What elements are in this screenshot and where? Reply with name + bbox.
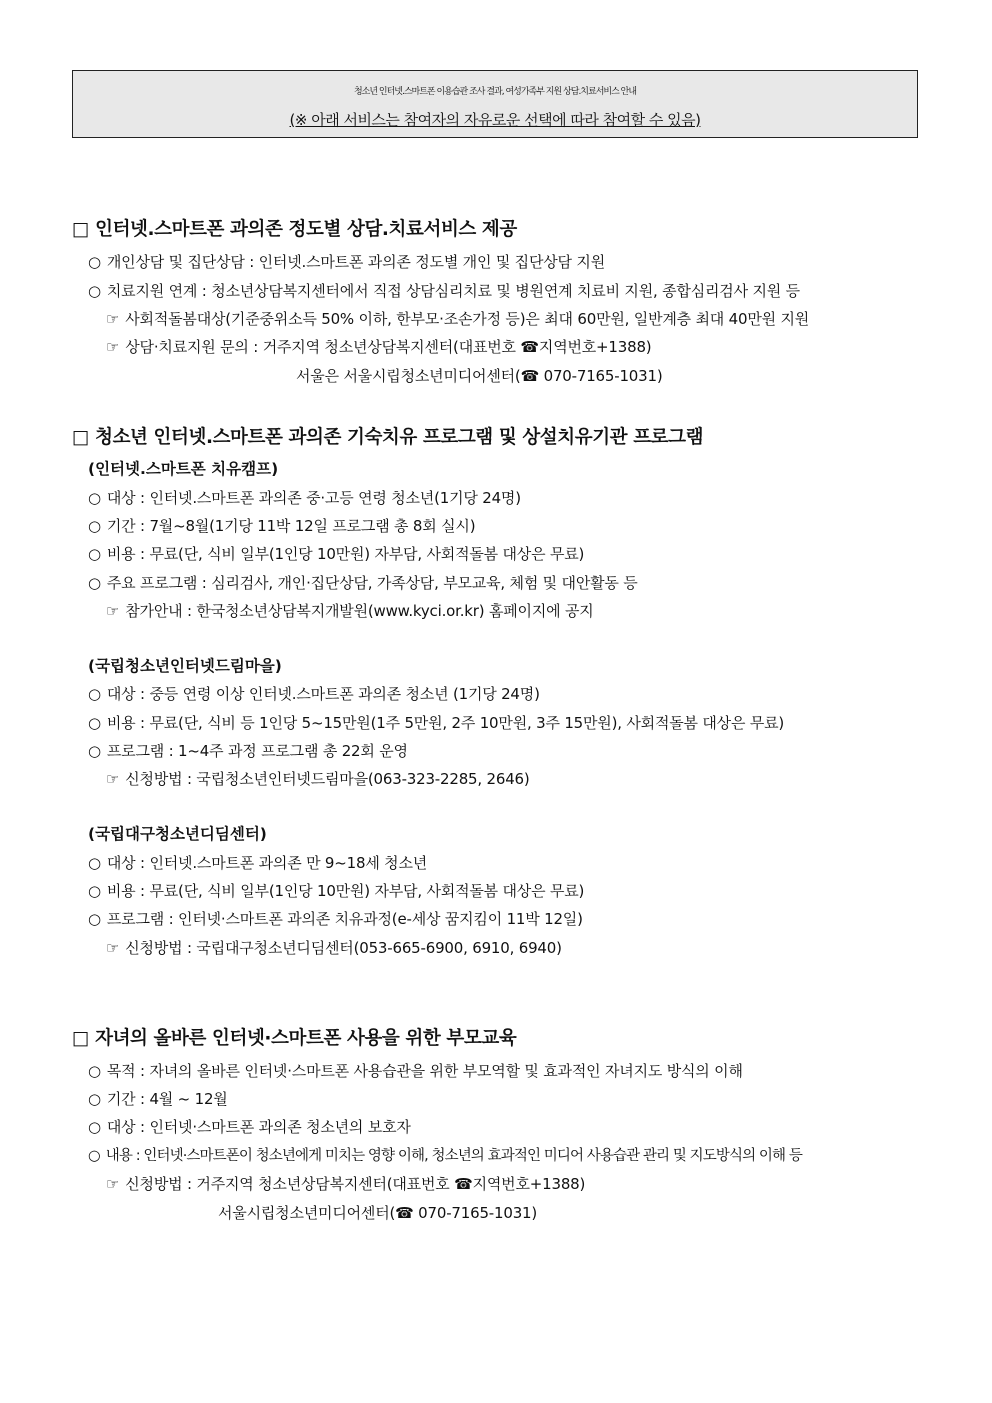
circle-bullet-icon: ○: [88, 854, 101, 872]
list-item: ○ 대상 : 인터넷.스마트폰 과의존 중·고등 연령 청소년(1기당 24명): [88, 489, 521, 507]
note-item: ☞ 사회적돌봄대상(기준중위소득 50% 이하, 한부모·조손가정 등)은 최대 60만원, 일반계층 최대 40만원 지원: [106, 310, 810, 328]
subsection-title-camp: (인터넷.스마트폰 치유캠프): [88, 460, 279, 478]
circle-bullet-icon: ○: [88, 517, 101, 535]
pointing-hand-icon: ☞: [106, 602, 120, 620]
list-item: ○ 프로그램 : 인터넷·스마트폰 과의존 치유과정(e-세상 꿈지킴이 11박 12일): [88, 910, 583, 928]
list-item: ○ 비용 : 무료(단, 식비 등 1인당 5~15만원(1주 5만원, 2주 10만원, 3주 15만원), 사회적돌봄 대상은 무료): [88, 714, 785, 732]
circle-bullet-icon: ○: [88, 882, 101, 900]
section-heading-camps: □ 청소년 인터넷.스마트폰 과의존 기숙치유 프로그램 및 상설치유기관 프로그램: [72, 427, 704, 448]
circle-bullet-icon: ○: [88, 545, 101, 563]
list-item: ○ 주요 프로그램 : 심리검사, 개인·집단상담, 가족상담, 부모교육, 체험 및 대안활동 등: [88, 574, 638, 592]
list-item: ○ 치료지원 연계 : 청소년상담복지센터에서 직접 상담심리치료 및 병원연계 치료비 지원, 종합심리검사 지원 등: [88, 282, 800, 300]
circle-bullet-icon: ○: [88, 685, 101, 703]
pointing-hand-icon: ☞: [106, 770, 120, 788]
section-heading-counseling: □ 인터넷.스마트폰 과의존 정도별 상담.치료서비스 제공: [72, 219, 517, 240]
page-subtitle: (※ 아래 서비스는 참여자의 자유로운 선택에 따라 참여할 수 있음): [289, 111, 701, 129]
list-item: ○ 대상 : 중등 연령 이상 인터넷.스마트폰 과의존 청소년 (1기당 24명): [88, 685, 540, 703]
list-item: ○ 비용 : 무료(단, 식비 일부(1인당 10만원) 자부담, 사회적돌봄 대상은 무료): [88, 545, 585, 563]
list-item: ○ 프로그램 : 1~4주 과정 프로그램 총 22회 운영: [88, 742, 408, 760]
title-box: [72, 70, 918, 138]
circle-bullet-icon: ○: [88, 1062, 101, 1080]
circle-bullet-icon: ○: [88, 742, 101, 760]
square-bullet-icon: □: [72, 427, 90, 448]
circle-bullet-icon: ○: [88, 714, 101, 732]
note-item: ☞ 참가안내 : 한국청소년상담복지개발원(www.kyci.or.kr) 홈페이지에 공지: [106, 602, 594, 620]
pointing-hand-icon: ☞: [106, 338, 120, 356]
list-item: ○ 대상 : 인터넷·스마트폰 과의존 청소년의 보호자: [88, 1118, 411, 1136]
circle-bullet-icon: ○: [88, 282, 101, 300]
subsection-title-dream: (국립청소년인터넷드림마을): [88, 657, 282, 675]
square-bullet-icon: □: [72, 1028, 90, 1049]
pointing-hand-icon: ☞: [106, 939, 120, 957]
circle-bullet-icon: ○: [88, 1148, 100, 1164]
note-continuation: 서울시립청소년미디어센터(☎ 070-7165-1031): [218, 1204, 538, 1222]
list-item: ○ 내용 : 인터넷·스마트폰이 청소년에게 미치는 영향 이해, 청소년의 효과적인 미디어 사용습관 관리 및 지도방식의 이해 등: [88, 1145, 802, 1167]
circle-bullet-icon: ○: [88, 489, 101, 507]
pointing-hand-icon: ☞: [106, 310, 120, 328]
list-item: ○ 대상 : 인터넷.스마트폰 과의존 만 9~18세 청소년: [88, 854, 428, 872]
note-continuation: 서울은 서울시립청소년미디어센터(☎ 070-7165-1031): [296, 367, 663, 385]
circle-bullet-icon: ○: [88, 253, 101, 271]
circle-bullet-icon: ○: [88, 910, 101, 928]
section-heading-parent-education: □ 자녀의 올바른 인터넷·스마트폰 사용을 위한 부모교육: [72, 1028, 517, 1049]
circle-bullet-icon: ○: [88, 574, 101, 592]
subsection-title-didim: (국립대구청소년디딤센터): [88, 825, 267, 843]
list-item: ○ 기간 : 7월~8월(1기당 11박 12일 프로그램 총 8회 실시): [88, 517, 476, 535]
pointing-hand-icon: ☞: [106, 1175, 120, 1193]
list-item: ○ 비용 : 무료(단, 식비 일부(1인당 10만원) 자부담, 사회적돌봄 대상은 무료): [88, 882, 585, 900]
note-item: ☞ 상담·치료지원 문의 : 거주지역 청소년상담복지센터(대표번호 ☎지역번호+1388): [106, 338, 652, 356]
note-item: ☞ 신청방법 : 거주지역 청소년상담복지센터(대표번호 ☎지역번호+1388): [106, 1175, 586, 1193]
circle-bullet-icon: ○: [88, 1118, 101, 1136]
note-item: ☞ 신청방법 : 국립청소년인터넷드림마을(063-323-2285, 2646): [106, 770, 530, 788]
circle-bullet-icon: ○: [88, 1090, 101, 1108]
list-item: ○ 개인상담 및 집단상담 : 인터넷.스마트폰 과의존 정도별 개인 및 집단상담 지원: [88, 253, 605, 271]
note-item: ☞ 신청방법 : 국립대구청소년디딤센터(053-665-6900, 6910, 6940): [106, 939, 562, 957]
list-item: ○ 기간 : 4월 ~ 12월: [88, 1090, 228, 1108]
list-item: ○ 목적 : 자녀의 올바른 인터넷·스마트폰 사용습관을 위한 부모역할 및 효과적인 자녀지도 방식의 이해: [88, 1062, 743, 1080]
square-bullet-icon: □: [72, 219, 90, 240]
page-title: 청소년 인터넷.스마트폰 이용습관 조사 결과, 여성가족부 지원 상담.치료서비스 안내: [353, 87, 637, 97]
